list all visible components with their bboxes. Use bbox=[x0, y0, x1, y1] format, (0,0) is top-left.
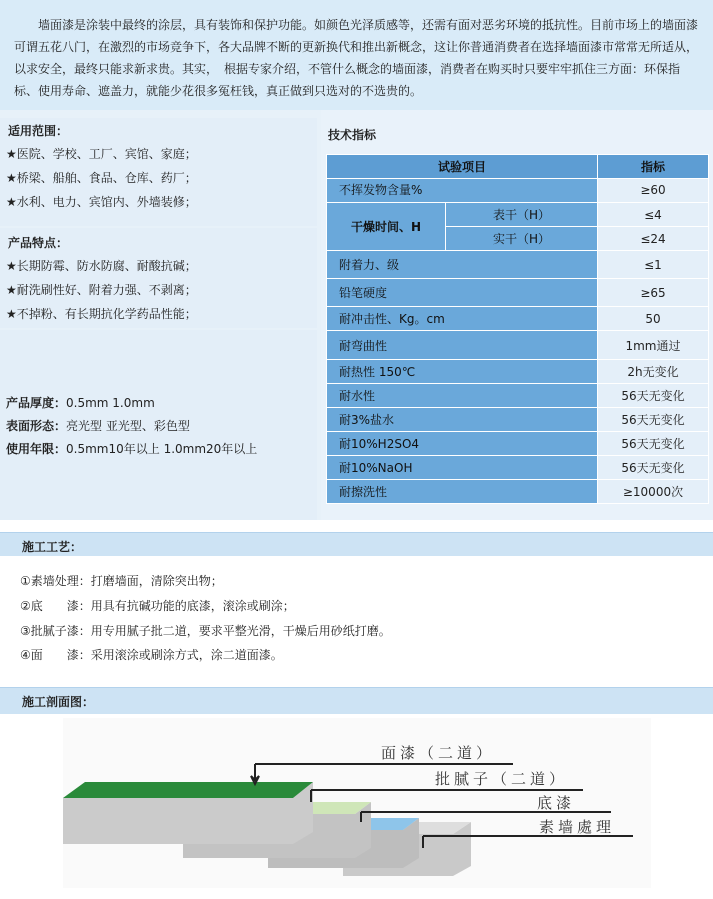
spec-subitem: 表干（H） bbox=[446, 203, 598, 227]
spec-value: 1mm通过 bbox=[597, 331, 708, 360]
spec-item: 耐10%NaOH bbox=[327, 456, 598, 480]
props-list bbox=[6, 392, 257, 461]
spec-subitem: 实干（H） bbox=[446, 227, 598, 251]
spec-item: 耐10%H2SO4 bbox=[327, 432, 598, 456]
cross-section-diagram bbox=[63, 718, 651, 888]
scope-item: ★水利、电力、宾馆内、外墙装修； bbox=[6, 195, 197, 209]
spec-value: ≤4 bbox=[597, 203, 708, 227]
scope-item: ★桥梁、船舶、食品、仓库、药厂； bbox=[6, 171, 197, 185]
spec-value: ≥60 bbox=[597, 179, 708, 203]
callout-arrow-1 bbox=[251, 764, 259, 784]
spec-row bbox=[327, 408, 709, 432]
spec-item: 耐热性 150℃ bbox=[327, 360, 598, 384]
spec-row bbox=[327, 480, 709, 504]
spec-value: ≤24 bbox=[597, 227, 708, 251]
label-wall-prep: 素墙處理 bbox=[539, 818, 616, 836]
spec-row bbox=[327, 279, 709, 307]
process-step: ④面 漆：采用滚涂或刷涂方式，涂二道面漆。 bbox=[20, 648, 283, 662]
section-title: 施工剖面图： bbox=[22, 695, 95, 709]
feature-item: ★长期防霉、防水防腐、耐酸抗碱； bbox=[6, 259, 197, 273]
spec-table bbox=[326, 154, 709, 504]
spec-title: 技术指标 bbox=[328, 128, 377, 142]
intro-text: 墙面漆是涂装中最终的涂层，具有装饰和保护功能。如颜色光泽质感等，还需有面对恶劣环境的抵抗性。目前市场上的墙面漆可谓五花八门，在激烈的市场竞争下，各大品牌不断的更新换代和推出新概念，这让你普通消费者在选择墙面漆市常常无所适从，以求安全，最终只能求新求贵。其实， 根据专家介绍，不管什么概念的墙面漆，消费者在购买时只要牢牢抓住三方面：环保指标、使用寿命、遮盖力，就能少花很多冤枉钱，真正做到只选对的不选贵的。 bbox=[14, 18, 699, 98]
spec-value: 56天无变化 bbox=[597, 432, 708, 456]
spec-item: 耐水性 bbox=[327, 384, 598, 408]
spec-item: 耐弯曲性 bbox=[327, 331, 598, 360]
spec-row bbox=[327, 432, 709, 456]
prop-row bbox=[6, 392, 257, 415]
spec-row bbox=[327, 307, 709, 331]
dry-time-label: 干燥时间、H bbox=[327, 203, 446, 251]
spec-item: 耐3%盐水 bbox=[327, 408, 598, 432]
spec-value: 56天无变化 bbox=[597, 384, 708, 408]
prop-row bbox=[6, 415, 257, 438]
intro-section bbox=[0, 0, 713, 110]
spec-value: ≤1 bbox=[597, 251, 708, 279]
spec-value: 2h无变化 bbox=[597, 360, 708, 384]
layer-diagram-svg bbox=[63, 718, 651, 888]
process-step: ①素墙处理：打磨墙面，清除突出物； bbox=[20, 574, 223, 588]
process-step: ②底 漆：用具有抗碱功能的底漆，滚涂或刷涂； bbox=[20, 599, 295, 613]
scope-item: ★医院、学校、工厂、宾馆、家庭； bbox=[6, 147, 197, 161]
prop-value: 0.5mm 1.0mm bbox=[66, 396, 155, 410]
spec-header-row bbox=[327, 155, 709, 179]
spec-header-item: 试验项目 bbox=[327, 155, 598, 179]
process-steps bbox=[0, 556, 713, 684]
process-title: 施工工艺： bbox=[22, 540, 83, 554]
spec-item: 耐擦洗性 bbox=[327, 480, 598, 504]
topcoat-top bbox=[63, 782, 313, 798]
spec-value: 56天无变化 bbox=[597, 456, 708, 480]
left-column bbox=[0, 110, 317, 520]
spec-value: 56天无变化 bbox=[597, 408, 708, 432]
prop-value: 0.5mm10年以上 1.0mm20年以上 bbox=[66, 442, 258, 456]
prop-label: 产品厚度： bbox=[6, 396, 67, 410]
label-primer: 底漆 bbox=[537, 794, 576, 812]
scope-block bbox=[0, 118, 317, 226]
prop-label: 使用年限： bbox=[6, 442, 67, 456]
spec-row bbox=[327, 179, 709, 203]
process-step: ③批腻子漆：用专用腻子批二道，要求平整光滑，干燥后用砂纸打磨。 bbox=[20, 624, 391, 638]
spec-row bbox=[327, 384, 709, 408]
spec-item: 不挥发物含量% bbox=[327, 179, 598, 203]
spec-row bbox=[327, 251, 709, 279]
spec-item: 附着力、级 bbox=[327, 251, 598, 279]
prop-label: 表面形态： bbox=[6, 419, 67, 433]
spec-header-value: 指标 bbox=[597, 155, 708, 179]
prop-row bbox=[6, 438, 257, 461]
props-block bbox=[0, 330, 317, 520]
spec-row bbox=[327, 203, 709, 227]
spec-value: 50 bbox=[597, 307, 708, 331]
feature-item: ★耐洗刷性好、附着力强、不剥离； bbox=[6, 283, 197, 297]
spec-panel bbox=[321, 110, 713, 520]
spec-row bbox=[327, 360, 709, 384]
process-bar bbox=[0, 532, 713, 559]
features-title: 产品特点： bbox=[8, 236, 69, 250]
section-bar bbox=[0, 687, 713, 714]
spec-item: 铅笔硬度 bbox=[327, 279, 598, 307]
prop-value: 亮光型 亚光型、彩色型 bbox=[66, 419, 190, 433]
spec-value: ≥65 bbox=[597, 279, 708, 307]
label-top-coat: 面漆（二道） bbox=[381, 744, 496, 762]
spec-row bbox=[327, 331, 709, 360]
spec-value: ≥10000次 bbox=[597, 480, 708, 504]
spec-row bbox=[327, 456, 709, 480]
scope-title: 适用范围： bbox=[8, 124, 69, 138]
features-block bbox=[0, 228, 317, 328]
spec-item: 耐冲击性、Kg。cm bbox=[327, 307, 598, 331]
label-putty: 批腻子（二道） bbox=[435, 770, 569, 788]
feature-item: ★不掉粉、有长期抗化学药品性能； bbox=[6, 307, 197, 321]
main-section bbox=[0, 110, 713, 520]
